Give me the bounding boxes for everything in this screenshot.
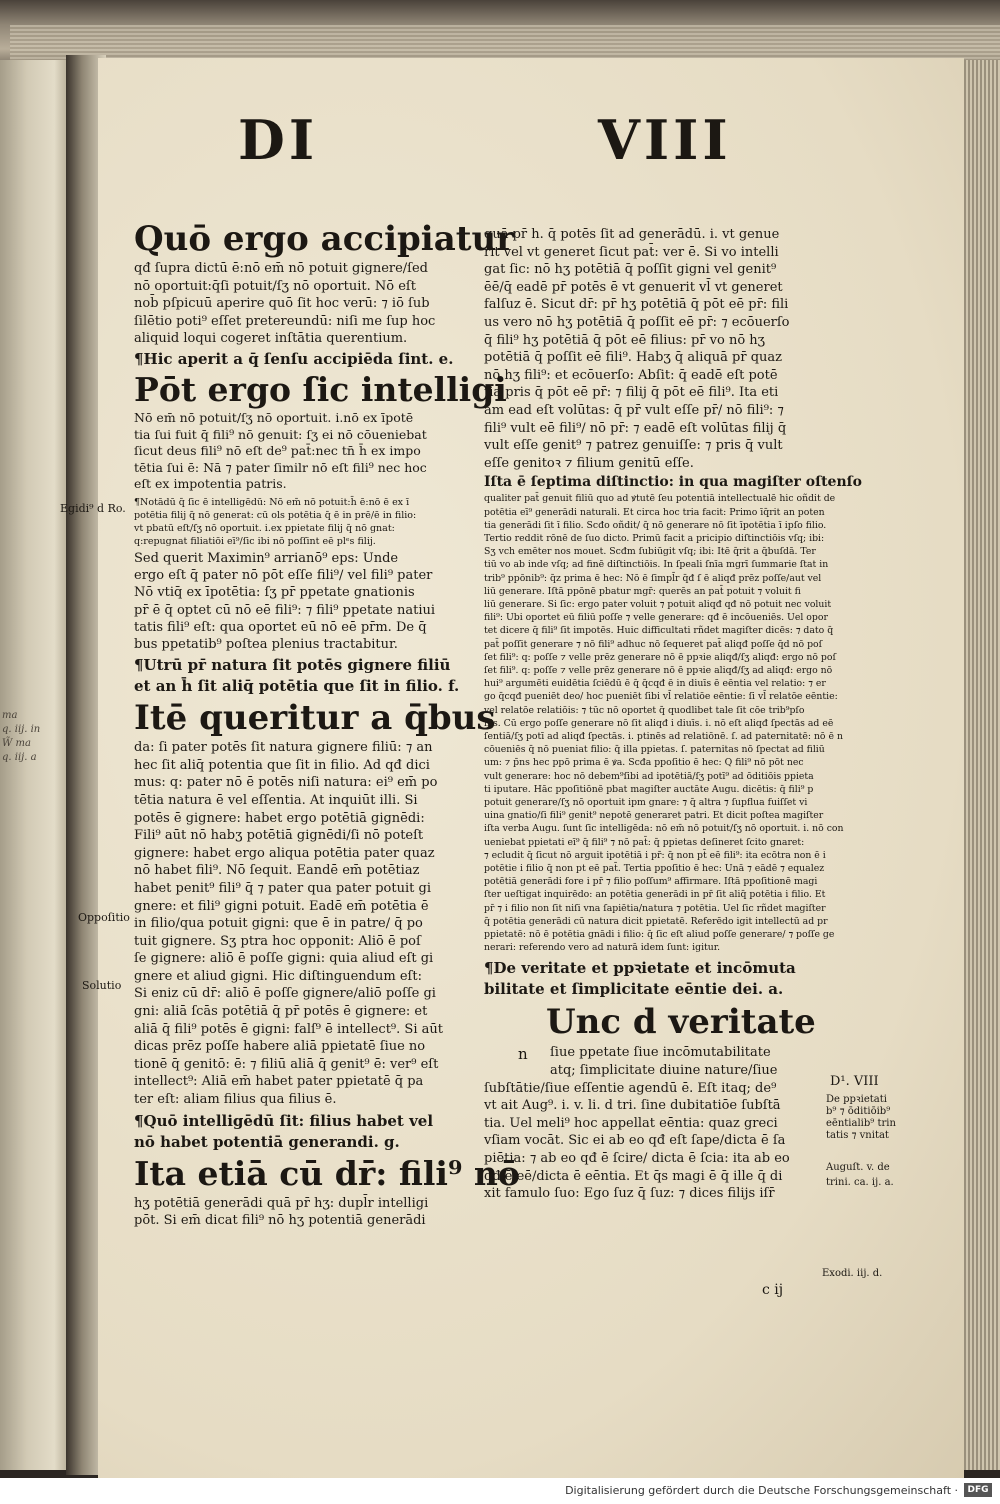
text-line: nō habet potentiā generandi. g.	[134, 1132, 400, 1151]
gloss-line: go q̄cqđ pueniēt deo/ hoc pueniēt ſibi vl̄ relatiōe eēntie: ſi vl̄ relatōe eēntie:	[484, 691, 838, 703]
paragraph	[134, 260, 474, 348]
text-line: qđ ē eē/dicta ē eēntia. Et q̄s magi ē q̄ ille q̄ di	[484, 1168, 783, 1184]
facing-page-fragment: q. iij. a	[2, 752, 37, 763]
initial-letter: n	[518, 1045, 528, 1064]
text-line: ¶De veritate et ppꝛietate et incōmuta	[484, 959, 796, 978]
text-line: tatis fili⁹ eſt: qua oportet eū nō eē pr̄m. De q̄	[134, 619, 427, 635]
margin-note-augustine	[826, 1160, 894, 1190]
facing-page-fragment: q. iij. in	[2, 724, 41, 735]
paragraph	[134, 410, 474, 493]
text-line: bus ppetatib⁹ poſtea plenius tractabitur.	[134, 636, 398, 652]
text-line: gni: aliā ſcās potētiā q̄ pr̄ potēs ē gignere: et	[134, 1004, 428, 1020]
text-line: gnere et aliud gigni. Hic diſtinguendum eſt:	[134, 968, 422, 984]
gloss-line: Tertio reddit rōnē de ſuo dicto. Primū facit a pricipio diſtinctiōis vſq; ibi:	[484, 532, 825, 544]
text-line: ter eſt: aliam filius qua filius ē.	[134, 1092, 337, 1108]
rubric-heading: Unc d veritate	[546, 1002, 816, 1043]
text-line: Sed querit Maximin⁹ arrianō⁹ eps: Unde	[134, 550, 399, 566]
left-column	[134, 218, 520, 1230]
gloss-line: vult generare: hoc nō debem⁹ſibi ad ipotētiā/ſʒ potī⁹ ad ōditiōis ppieta	[484, 770, 814, 782]
gloss-line: ¶Notādū q̄ ſic ē intelligēdū: Nō em̄ nō potuit:h̄ ē:nō ē ex ī	[134, 496, 410, 508]
text-line: piētia: ⁊ ab eo qđ ē ſcire/ dicta ē ſcia: ita ab eo	[484, 1150, 790, 1166]
text-line: gat ſic: nō hʒ potētiā q̄ poſſit gigni vel genit⁹	[484, 262, 777, 278]
gloss-line: pat̄ poſſit generare ⁊ nō fili⁹ adhuc nō ſequeret pat̄ aliqđ poſſe q̄d nō poſ	[484, 638, 823, 650]
paragraph	[134, 739, 474, 1108]
text-line: ſubſtātie/ſiue eſſentie agendū ē. Eſt itaq; de⁹	[484, 1080, 777, 1096]
text-line: potētiā q̄ poſſit eē fili⁹. Habʒ q̄ aliquā pr̄ quaz	[484, 350, 782, 366]
footer-bar	[0, 1478, 1000, 1504]
text-line: nō hʒ fili⁹: et ecōuerſo: Abſit: q̄ eadē eſt potē	[484, 367, 778, 383]
gloss	[484, 492, 844, 954]
margin-note-solutio: Solutio	[82, 979, 122, 992]
text-line: ſilētio poti⁹ eſſet pretereundū: niſi me ſup hoc	[134, 313, 436, 329]
margin-note-dist: D¹. VIII	[830, 1074, 879, 1089]
gloss-line: tet dicere q̄ fili⁹ ſit impotēs. Huic difficultati rñdet magiſter dicēs: ⁊ dato q̄	[484, 625, 834, 637]
text-line: Fili⁹ aūt nō habʒ potētiā gignēdi/ſi nō poteſt	[134, 828, 424, 844]
text-line: vt ait Aug⁹. i. v. li. d tri. ſine dubitatiōe ſubſtā	[484, 1098, 781, 1114]
text-line: dicas prēz poſſe habere aliā ppietatē ſiue no	[134, 1039, 426, 1055]
margin-note-egidius: Egidi⁹ d Ro.	[60, 502, 126, 515]
gloss-line: ueniebat ppietati eī⁹ q̄ fili⁹ ⁊ nō pat̄: q̄ ppietas deſineret ſcito gnaret:	[484, 836, 805, 848]
text-line: ſiue ppetate ſiue incōmutabilitate	[550, 1045, 771, 1061]
margin-line: b⁹ ⁊ ōditiōib⁹	[826, 1106, 891, 1117]
fore-edge	[962, 60, 1000, 1470]
margin-line: Auguſt. v. de	[826, 1162, 890, 1173]
text-line: tia pris q̄ pōt eē pr̄: ⁊ filij q̄ pōt eē fili⁹. Ita eti	[484, 385, 779, 401]
text-line: Nō vtiq̄ ex īpotētia: ſʒ pr̄ ppetate gnationis	[134, 585, 415, 601]
gloss-line: potētiā generādi fore i pr̄ ⁊ filio poſſum⁹ affirmare. Iſtā ppoſitionē magi	[484, 876, 818, 888]
gloss-line: fili⁹: Ubi oportet eū filiū poſſe ⁊ velle generare: qđ ē incōueniēs. Uel opor	[484, 612, 828, 624]
rubric-heading: Quō ergo accipiatur	[134, 219, 515, 259]
gloss-line: nis. Cū ergo poſſe generare nō ſit aliqđ i diuīs. i. nō eſt aliqđ ſpectās ad eē	[484, 717, 834, 729]
margin-note-block	[826, 1094, 896, 1142]
dfg-logo: DFG	[964, 1483, 992, 1497]
text-line: vult eſſe genit⁹ ⁊ patrez genuiſſe: ⁊ pris q̄ vult	[484, 438, 783, 454]
text-line: tētia ſui ē: Nā ⁊ pater ſimilr nō eſt fili⁹ nec hoc	[134, 459, 427, 475]
gloss-line: Sʒ vch emēter nos mouet. Scđm ſubiūgit vſq; ibi: Itē q̄rit a q̄buſdā. Ter	[484, 546, 816, 558]
text-line: hʒ potētiā generādi quā pr̄ hʒ: dupl̄r intelligi	[134, 1195, 429, 1211]
paragraph	[484, 226, 828, 472]
text-line: potēs ē gignere: habet ergo potētiā gignēdi:	[134, 810, 425, 826]
chapter-note	[484, 958, 828, 1000]
rubric-heading: Itē queritur a q̄bus	[134, 698, 496, 739]
gloss-line: iſta verba Augu. ſunt ſic intelligēda: nō em̄ nō potuit/ſʒ nō oportuit. i. nō con	[484, 823, 844, 835]
text-line: qđ ſupra dictū ē:nō em̄ nō potuit gignere/ſed	[134, 261, 428, 276]
gloss-line: ſet fili⁹: q: poſſe ⁊ velle prēz generare nō ē ppꝛie aliqđ/ſʒ aliqđ: ergo nō poſ	[484, 651, 836, 663]
text-line: pr̄ ē q̄ optet cū nō eē fili⁹: ⁊ fili⁹ ppetate natiui	[134, 602, 436, 618]
text-line: xit famulo ſuo: Ego ſuz q̄ ſuz: ⁊ dices filijs iſr̄	[484, 1186, 775, 1202]
gloss-line: hui⁹ argumēti euidētia ſciēdū ē q̄ q̄cqđ ē in diuīs ē eēntia vel relatio: ⁊ er	[484, 678, 826, 690]
folio-right: VIII	[598, 108, 732, 172]
text-line: am ead eſt volūtas: q̄ pr̄ vult eſſe pr̄/ nō fili⁹: ⁊	[484, 402, 784, 418]
text-line: et an h̄ ſit aliq̄ potētia que ſit in filio. f.	[134, 677, 460, 696]
chapter-note	[134, 1111, 474, 1153]
gloss-line: potuit generare/ſʒ nō oportuit ipm gnare: ⁊ q̄ altra ⁊ ſupflua fuiſſet vi	[484, 796, 808, 808]
gloss-line: liū generare. Iſtā ppōnē pbatur mgr̄: querēs an pat̄ potuit ⁊ voluit fi	[484, 585, 801, 597]
text-line: pōt. Si em̄ dicat fili⁹ nō hʒ potentiā generādi	[134, 1213, 426, 1229]
text-line: gnere: et fili⁹ gigni potuit. Eadē em̄ potētia ē	[134, 898, 429, 914]
text-line: hec ſit aliq̄ potentia que ſit in filio. Ad qđ dici	[134, 757, 430, 773]
rubric-heading: Pōt ergo ſic intelligi	[134, 369, 507, 409]
paragraph	[134, 1195, 474, 1230]
text-line: tia ſui fuit q̄ fili⁹ nō genuit: ſʒ ei nō cōueniebat	[134, 426, 427, 442]
margin-note-oppositio: Oppoſitio	[78, 911, 130, 924]
text-line: us vero nō hʒ potētiā q̄ poſſit eē pr̄: ⁊ ecōuerſo	[484, 314, 790, 330]
gloss-line: tiū vo ab inde vſq; ad finē diſtinctiōis. In ſpeali ſnīa mgrī ſummarie ſtat in	[484, 559, 829, 571]
gloss-line: q̄ potētia generādi cū natura dicit ppietatē. Referēdo igit intellectū ad pr	[484, 915, 828, 927]
gloss-line: potētia filij q̄ nō generat: cū ols potētia q̄ ē in prē/ē in filio:	[134, 509, 417, 521]
gloss-line: ſet fili⁹. q: poſſe ⁊ velle prēz generare nō ē ppꝛie aliqđ/ſʒ ad aliqđ: ergo nō	[484, 664, 833, 676]
text-line: tētia natura ē vel eſſentia. At inquiūt illi. Si	[134, 792, 418, 808]
text-line: q̄ fili⁹ hʒ potētiā q̄ pōt eē filius: pr̄ vo nō hʒ	[484, 332, 765, 348]
gloss-line: vt pbatū eſt/ſʒ nō oportuit. i.ex ppietate filij q̄ nō gnat:	[134, 522, 395, 534]
gloss	[134, 496, 474, 548]
text-line: intellect⁹: Aliā em̄ habet pater ppietatē q̄ pa	[134, 1074, 424, 1090]
text-line: falſuz ē. Sicut dr̄: pr̄ hʒ potētiā q̄ pōt eē pr̄: fili	[484, 297, 789, 313]
gloss-line: ⁊ ecludit q̄ ſicut nō arguit ipotētiā i pr̄: q̄ non pt̄ eē fili⁹: ita ecōtra non ē i	[484, 849, 826, 861]
text-line: eſt ex impotentia patris.	[134, 476, 287, 492]
text-line: Si eniz cū dr̄: aliō ē poſſe gignere/aliō poſſe gi	[134, 986, 436, 1002]
chapter-note	[134, 655, 474, 697]
gloss-line: ſentiā/ſʒ potī ad aliqđ ſpectās. i. ptinēs ad relatiōnē. ſ. ad paternitatē: nō ē n	[484, 730, 843, 742]
gloss-line: tia generādi ſit ī filio. Scđo oñdit/ q̄ nō generare nō ſit īpotētia ī ipſo filio.	[484, 519, 827, 531]
distinction-heading: Iſta ē ſeptima diſtinctio: in qua magiſter oſtenſo	[484, 474, 863, 491]
text-line: rit vel vt generet ſicut pat̄: ver ē. Si vo intelli	[484, 244, 779, 260]
text-line: in filio/qua potuit gigni: que ē in patre/ q̄ po	[134, 916, 423, 932]
text-line: atq; ſimplicitate diuine nature/ſiue	[550, 1063, 778, 1079]
gloss-line: trib⁹ ppōnib⁹: q̄z prima ē hec: Nō ē ſimpl̄r q̄đ ſ ē aliqđ prēz poſſe/aut vel	[484, 572, 822, 584]
margin-line: trini. ca. ij. a.	[826, 1177, 894, 1188]
text-line: vſiam vocāt. Sic ei ab eo qđ eſt ſape/dicta ē ſa	[484, 1133, 786, 1149]
gloss-line: ſter ueſtigat inquirēdo: an potētia generādi in pr̄ ſit aliq̄ potētia i filio. Et	[484, 889, 826, 901]
gloss-line: nerari: referendo vero ad naturā idem ſunt: igitur.	[484, 942, 721, 954]
text-line: ¶Utrū pr̄ natura ſit potēs gignere filiū	[134, 656, 451, 675]
text-line: gignere: habet ergo aliqua potētia pater quaz	[134, 845, 435, 861]
gloss-line: vel relatōe relatiōis: ⁊ tūc nō oportet q̄ quodlibet tale ſit cōe trib⁹pſo	[484, 704, 805, 716]
text-line: aliquid loqui cogeret inſtātia querentium.	[134, 331, 408, 347]
margin-line: tatis ⁊ vnitat	[826, 1130, 889, 1141]
gloss-line: uina gnatio/ſi fili⁹ genit⁹ nepotē generaret patri. Et dicit poſtea magiſter	[484, 810, 824, 822]
margin-note-exodus: Exodi. iij. d.	[822, 1268, 883, 1279]
chapter-note: ¶Hic aperit a q̄ ſenſu accipiēda ſint. e.	[134, 349, 454, 368]
text-line: bilitate et ſimplicitate eēntie dei. a.	[484, 980, 784, 999]
gloss-line: q:repugnat filiatiōi eī⁹/ſic ibi nō poſſint eē plᵉs filij.	[134, 535, 376, 547]
gloss-line: qualiter pat̄ genuit filiū quo ad ꝟtutē ſeu potentiā intellectualē hic oñdit de	[484, 493, 836, 505]
text-line: tionē q̄ genitō: ē: ⁊ filiū aliā q̄ genit⁹ ē: ver⁹ eſt	[134, 1056, 439, 1072]
paragraph	[484, 1044, 828, 1202]
text-line: ¶Quō intelligēdū ſit: filius habet vel	[134, 1111, 434, 1130]
facing-page-fragment: W̃ ma	[2, 738, 31, 749]
text-line: Nō em̄ nō potuit/ſʒ nō oportuit. i.nō ex īpotē	[134, 409, 414, 425]
folio-left: DI	[238, 108, 319, 172]
text-line: fili⁹ vult eē fili⁹/ nō pr̄: ⁊ eadē eſt volūtas filij q̄	[484, 420, 787, 436]
text-line: habet penit⁹ fili⁹ q̄ ⁊ pater qua pater potuit gi	[134, 880, 431, 896]
gloss-line: cōueniēs q̄ nō pueniat filio: q̄ illa ppietas. ſ. paternitas nō ſpectat ad filiū	[484, 744, 825, 756]
text-line: mus: q: pater nō ē potēs niſi natura: ei⁹ em̄ po	[134, 775, 438, 791]
gloss-line: ppietatē: nō ē potētia gnādi i filio: q̄ ſic eſt aliud poſſe generare/ ⁊ poſſe ge	[484, 929, 835, 941]
text-line: nob̄ pſpicuū aperire quō ſit hoc verū: ⁊ iō ſub	[134, 296, 430, 312]
text-line: ergo eſt q̄ pater nō pōt eſſe fili⁹/ vel fili⁹ pater	[134, 568, 433, 584]
text-line: ēē/q̄ eadē pr̄ potēs ē vt genuerit vl̄ vt generet	[484, 279, 783, 295]
footer-credit: Digitalisierung gefördert durch die Deutsche Forschungsgemeinschaft ·	[565, 1484, 958, 1497]
margin-line: eēntialib⁹ trin	[826, 1118, 896, 1129]
text-line: tuit gignere. Sʒ ptra hoc opponit: Aliō ē poſ	[134, 933, 421, 949]
gloss-line: um: ⁊ p̄ns hec ppō prima ē ꝟa. Scđa ppoſitio ē hec: Q fili⁹ nō pōt nec	[484, 757, 804, 769]
gloss-line: liū generare. Si ſic: ergo pater voluit ⁊ potuit aliqđ qđ nō potuit nec voluit	[484, 598, 832, 610]
margin-line: De ppꝛietati	[826, 1094, 887, 1105]
gloss-line: potētie i filio q̄ non pt eē pat̄. Tertia ppoſitio ē hec: Unā ⁊ eādē ⁊ equalez	[484, 863, 825, 874]
text-line: ſe gignere: aliō ē poſſe gigni: quia aliud eſt gi	[134, 951, 434, 967]
facing-page-fragment: ma	[2, 710, 18, 721]
text-line: nō oportuit:q̄ſi potuit/ſʒ nō oportuit. Nō eſt	[134, 278, 416, 294]
paragraph	[134, 550, 474, 653]
facing-page	[0, 60, 68, 1470]
gloss-line: pr̄ ⁊ i filio non ſit niſi vna ſapiētia/natura ⁊ potētia. Uel ſic rñdet magiſter	[484, 902, 826, 914]
catchword: c ij	[762, 1282, 784, 1298]
gloss-line: ti iputare. Hāc ppoſitiōnē pbat magiſter auctāte Augu. dicētis: q̄ fili⁹ p	[484, 783, 814, 795]
gloss-line: potētia eī⁹ generādi naturali. Et circa hoc tria facit: Primo īq̄rit an poten	[484, 506, 825, 518]
text-line: quā pr̄ h. q̄ potēs ſit ad generādū. i. vt genue	[484, 227, 780, 242]
text-line: da: ſi pater potēs ſit natura gignere filiū: ⁊ an	[134, 740, 433, 756]
text-line: nō habet fili⁹. Nō ſequit. Eandē em̄ potētiaz	[134, 863, 420, 879]
text-line: aliā q̄ fili⁹ potēs ē gigni: falſ⁹ ē intellect⁹. Si aūt	[134, 1021, 443, 1037]
text-line: eſſe genitoꝛ ⁊ filium genitū eſſe.	[484, 455, 694, 471]
text-line: tia. Uel meli⁹ hoc appellat eēntia: quaz greci	[484, 1115, 778, 1131]
text-line: ſicut deus fili⁹ nō eſt de⁹ pat̄:nec tn̄ h̄ ex impo	[134, 443, 421, 459]
rubric-heading: Ita etiā cū dr̄: fili⁹ nō	[134, 1153, 520, 1193]
